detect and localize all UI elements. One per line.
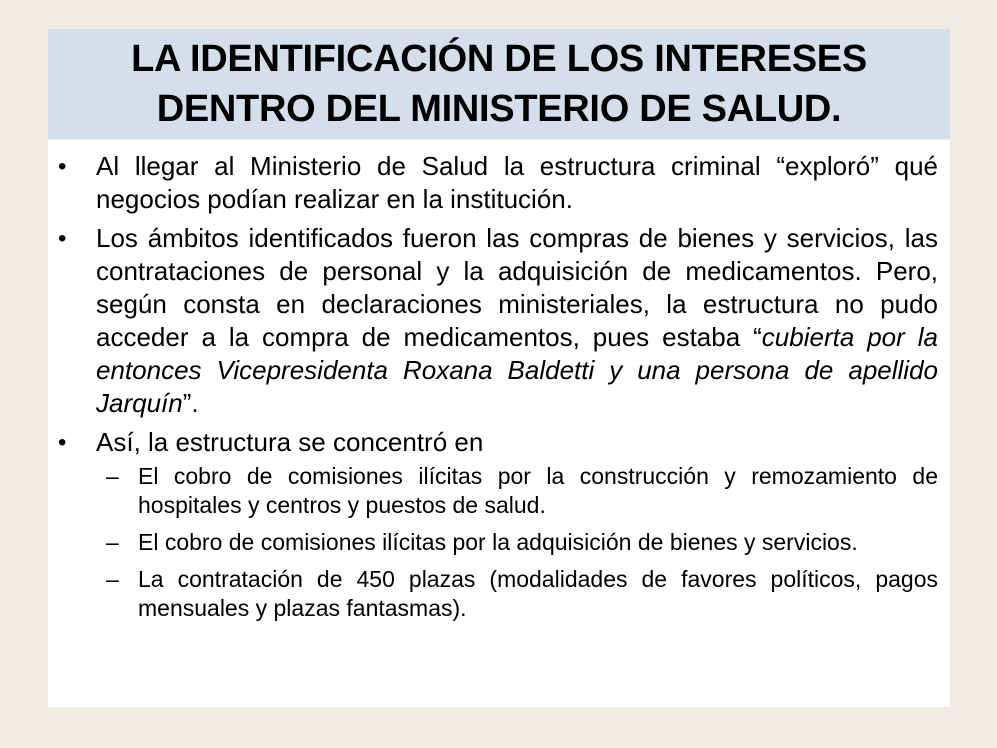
bullet-text	[96, 223, 938, 418]
sub-bullet-text: La contratación de 450 plazas (modalidades de favores políticos, pagos mensuales y plazas fantasmas).	[138, 566, 938, 621]
sub-bullet-item	[94, 528, 938, 557]
slide-title-box	[48, 29, 950, 139]
sub-bullet-item	[94, 565, 938, 623]
bullet-text: Así, la estructura se concentró en	[96, 427, 484, 457]
bullet-text: Al llegar al Ministerio de Salud la estructura criminal “exploró” qué negocios podían realizar en la institución.	[96, 151, 938, 214]
bullet-item	[48, 222, 950, 420]
sub-bullet-marker: –	[106, 529, 119, 555]
bullet-marker: •	[58, 153, 67, 180]
bullet-text-quote: cubierta por la entonces Vicepresidenta Roxana Baldetti y una persona de apellido Jarquín	[96, 322, 938, 418]
sub-bullet-text: El cobro de comisiones ilícitas por la adquisición de bienes y servicios.	[138, 529, 858, 555]
sub-bullet-list	[96, 462, 938, 623]
sub-bullet-marker: –	[106, 566, 119, 592]
bullet-item	[48, 426, 950, 623]
sub-bullet-item	[94, 462, 938, 520]
bullet-list	[48, 150, 950, 631]
bullet-text-closing: ”.	[182, 388, 199, 418]
sub-bullet-marker: –	[106, 463, 119, 489]
slide-content	[48, 140, 950, 707]
slide-title: LA IDENTIFICACIÓN DE LOS INTERESES DENTRO DEL MINISTERIO DE SALUD.	[131, 38, 867, 130]
bullet-marker: •	[58, 429, 67, 456]
bullet-item	[48, 150, 950, 216]
sub-bullet-text: El cobro de comisiones ilícitas por la construcción y remozamiento de hospitales y centros y puestos de salud.	[138, 463, 938, 518]
bullet-text-plain: Los ámbitos identificados fueron las compras de bienes y servicios, las contrataciones de personal y la adquisición de medicamentos. Pero, según consta en declaraciones ministeriales, la estructura no pudo acceder a la compra de medicamentos, pues estaba “	[96, 223, 938, 352]
bullet-marker: •	[58, 225, 67, 252]
